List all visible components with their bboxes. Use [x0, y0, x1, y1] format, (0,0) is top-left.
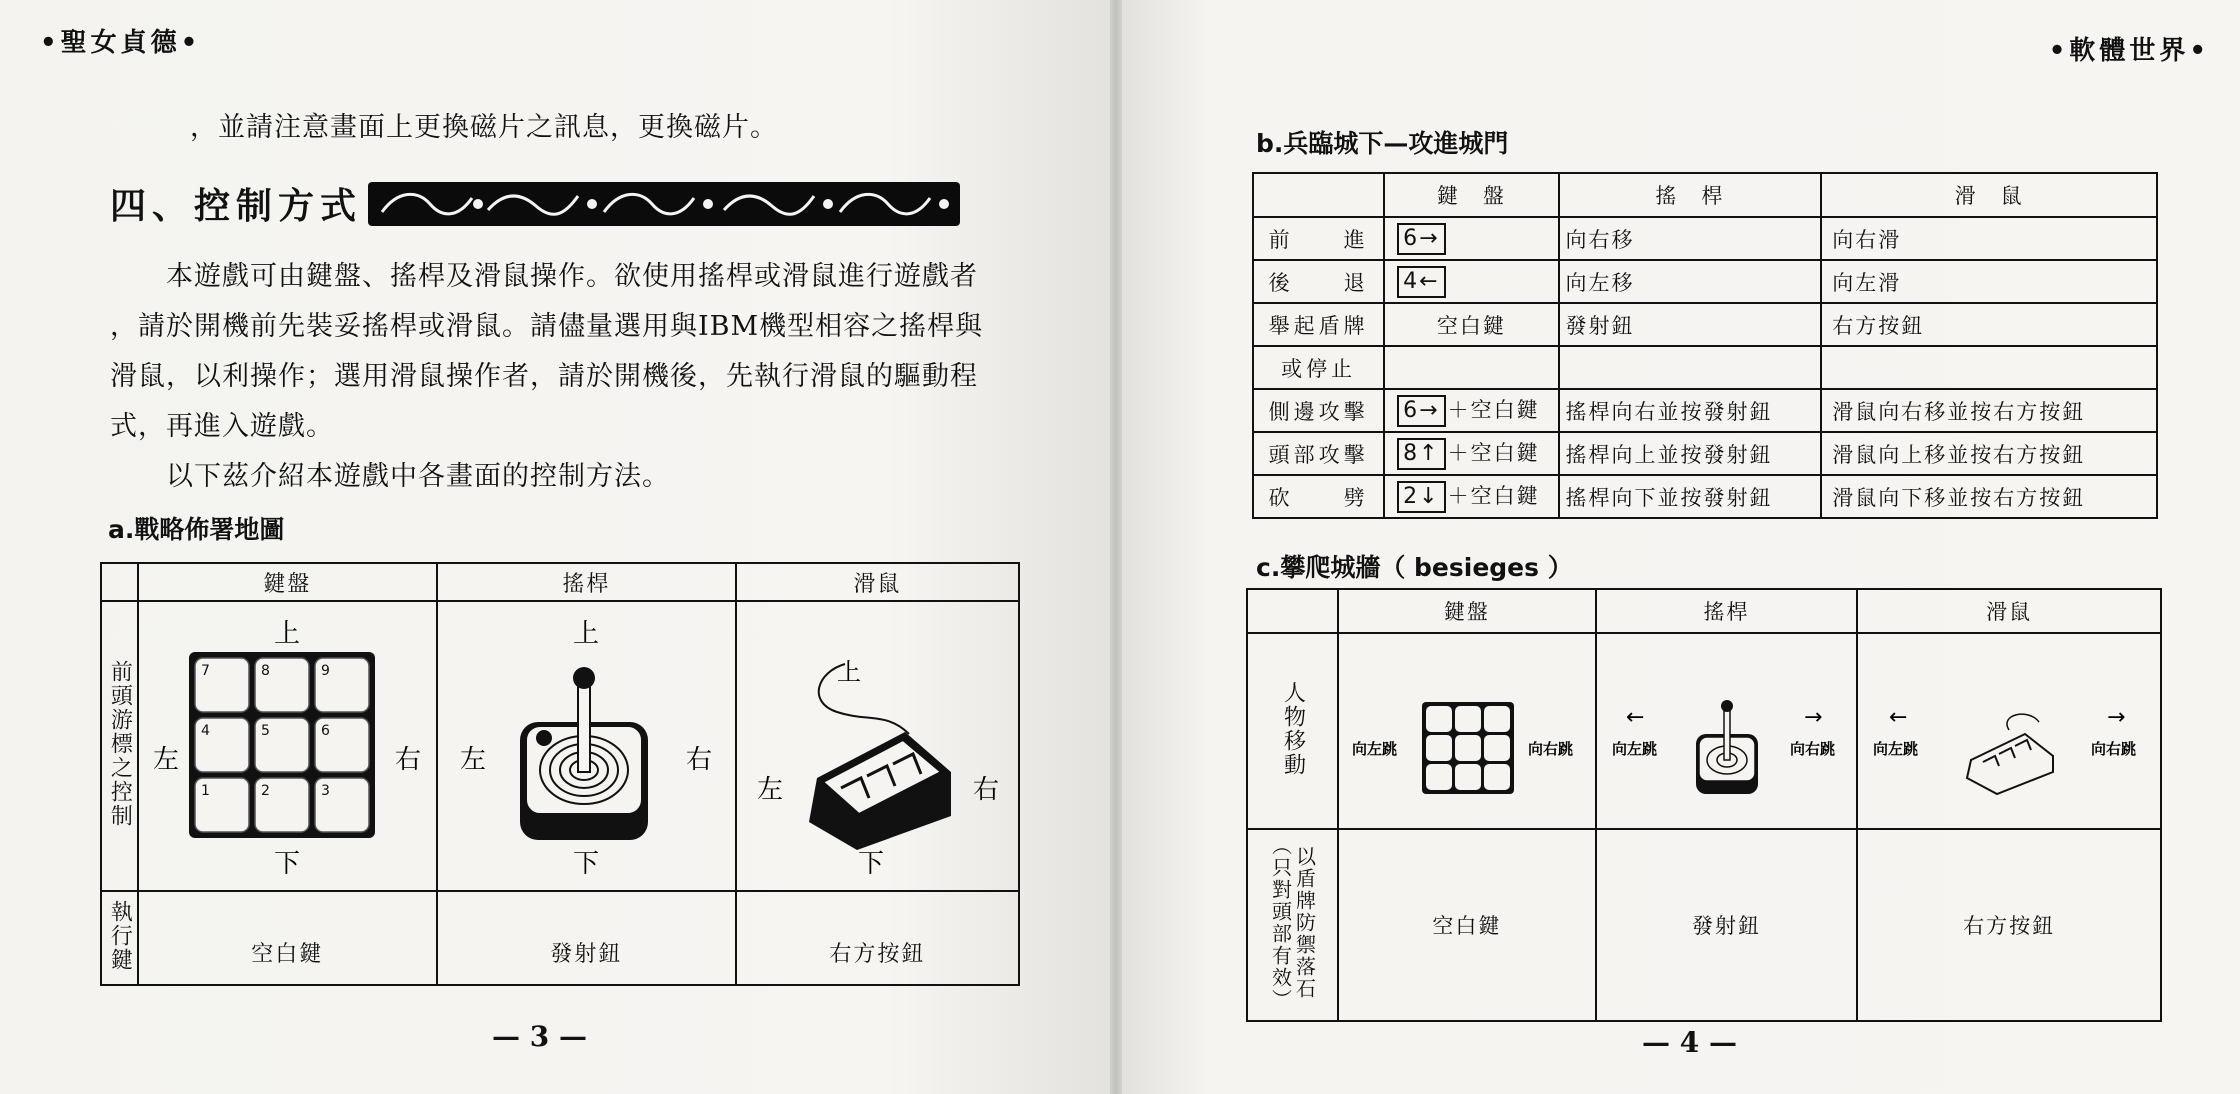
table-b-row: [1253, 260, 2157, 303]
right-page: [1122, 0, 2240, 1094]
shield-defense-label: 以盾牌防禦落石（只對頭部有效）: [1268, 835, 1317, 1011]
keypad-up-label: 上: [274, 619, 301, 649]
key-cap: 8↑: [1397, 438, 1445, 470]
intro-line: ，並請注意畫面上更換磁片之訊息，更換磁片。: [190, 112, 778, 143]
key-suffix: ＋空白鍵: [1447, 398, 1540, 422]
joy-arrow-right: →: [1803, 705, 1822, 730]
table-b-mouse: 滑鼠向右移並按右方按鈕: [1821, 389, 2157, 432]
section-title: 四、控制方式: [110, 185, 363, 227]
paragraph-1-line-3: 滑鼠，以利操作；選用滑鼠操作者，請於開機後，先執行滑鼠的驅動程: [110, 361, 978, 392]
key-6: 6: [321, 723, 331, 739]
key-suffix: ＋空白鍵: [1447, 441, 1540, 465]
key-cap: 4←: [1397, 266, 1445, 298]
table-b-row: [1253, 389, 2157, 432]
table-c-header-joystick: 搖桿: [1596, 589, 1858, 633]
table-a-mouse-cell: [736, 601, 1019, 891]
table-a-corner: [101, 563, 138, 601]
table-b-mouse: 向左滑: [1821, 260, 2157, 303]
table-b-mouse: 向右滑: [1821, 217, 2157, 260]
table-c-header-keyboard: 鍵盤: [1338, 589, 1596, 633]
joy-jump-left: 向左跳: [1611, 740, 1657, 758]
table-b-key: [1384, 475, 1558, 518]
table-b-header-keyboard: 鍵 盤: [1384, 173, 1558, 217]
key-cap: 6→: [1397, 223, 1445, 255]
table-b-action: 側邊攻擊: [1253, 389, 1384, 432]
table-b-joystick: 向右移: [1559, 217, 1822, 260]
joystick-up-label: 上: [573, 619, 600, 649]
joystick-illustration: [438, 602, 734, 886]
execute-key-label: 執行鍵: [107, 900, 133, 972]
table-a-row1-label: [101, 601, 138, 891]
table-b-mouse: 右方按鈕: [1821, 303, 2157, 346]
table-b-joystick: [1559, 346, 1822, 389]
joy-arrow-left: ←: [1625, 705, 1644, 730]
keypad-right-label: 右: [395, 745, 422, 775]
mouse-illustration: [737, 602, 1017, 886]
key-5: 5: [261, 723, 271, 739]
left-page: [0, 0, 1110, 1094]
keypad-down-label: 下: [274, 849, 301, 879]
keypad-illustration: [139, 602, 435, 886]
table-c-keyboard-value: 空白鍵: [1338, 829, 1596, 1021]
table-b-mouse: 滑鼠向下移並按右方按鈕: [1821, 475, 2157, 518]
table-c-mouse-value: 右方按鈕: [1857, 829, 2161, 1021]
key-9: 9: [321, 663, 331, 679]
book-gutter: [1110, 0, 1122, 1094]
right-page-number: — 4 —: [1642, 1026, 1737, 1059]
key-cap: 6→: [1397, 395, 1445, 427]
table-c-joystick-cell: [1596, 633, 1858, 829]
cursor-control-label: 前頭游標之控制: [107, 660, 133, 828]
joystick-down-label: 下: [573, 849, 600, 879]
mouse-up-label: 上: [837, 658, 862, 686]
table-c-corner: [1247, 589, 1338, 633]
key-2: 2: [261, 783, 271, 799]
paragraph-1: [110, 252, 1030, 452]
table-b-action: 或停止: [1253, 346, 1384, 389]
small-mouse-illustration: [1859, 634, 2159, 824]
joystick-left-label: 左: [460, 745, 487, 775]
paragraph-1-line-1: 本遊戲可由鍵盤、搖桿及滑鼠操作。欲使用搖桿或滑鼠進行遊戲者: [166, 261, 978, 292]
table-c: [1246, 588, 2162, 1022]
table-a-joystick-cell: [437, 601, 736, 891]
small-joystick-illustration: [1598, 634, 1856, 824]
subsection-b-title: b.兵臨城下—攻進城門: [1256, 129, 1509, 158]
mouse-right-label: 右: [973, 775, 1000, 805]
kbd-jump-left: 向左跳: [1351, 740, 1397, 758]
table-c-row1-label: [1247, 633, 1338, 829]
table-a-row2-label: [101, 891, 138, 985]
table-b-action: 砍 劈: [1253, 475, 1384, 518]
table-b-row: [1253, 303, 2157, 346]
mouse-arrow-left: ←: [1889, 705, 1908, 730]
keypad-left-label: 左: [153, 745, 180, 775]
table-c-mouse-cell: [1857, 633, 2161, 829]
table-b-action: 頭部攻擊: [1253, 432, 1384, 475]
table-b-action: 後 退: [1253, 260, 1384, 303]
left-page-header: •聖女貞德•: [40, 28, 202, 58]
table-b-row: [1253, 475, 2157, 518]
table-b-key: [1384, 217, 1558, 260]
key-7: 7: [201, 663, 211, 679]
table-a-keyboard-exec: 空白鍵: [138, 891, 437, 985]
subsection-a-title: a.戰略佈署地圖: [108, 515, 285, 544]
table-a-mouse-exec: 右方按鈕: [736, 891, 1019, 985]
key-1: 1: [201, 783, 211, 799]
paragraph-2: 以下茲介紹本遊戲中各畫面的控制方法。: [166, 461, 670, 492]
table-b-body: [1253, 217, 2157, 518]
mouse-left-label: 左: [757, 775, 784, 805]
table-b-row: [1253, 346, 2157, 389]
table-b-key: [1384, 303, 1558, 346]
key-4: 4: [201, 723, 211, 739]
joy-jump-right: 向右跳: [1789, 740, 1835, 758]
table-b-header-joystick: 搖 桿: [1559, 173, 1822, 217]
table-a-header-mouse: 滑鼠: [736, 563, 1019, 601]
table-b-mouse: [1821, 346, 2157, 389]
table-b-key: [1384, 346, 1558, 389]
table-a-joystick-exec: 發射鈕: [437, 891, 736, 985]
table-b-joystick: 向左移: [1559, 260, 1822, 303]
joystick-right-label: 右: [686, 745, 713, 775]
table-b-key: [1384, 432, 1558, 475]
table-b-action: 舉起盾牌: [1253, 303, 1384, 346]
mouse-arrow-right: →: [2107, 705, 2126, 730]
mouse-down-label: 下: [858, 849, 885, 879]
paragraph-1-line-4: 式，再進入遊戲。: [110, 411, 334, 442]
table-b-joystick: 搖桿向上並按發射鈕: [1559, 432, 1822, 475]
key-suffix: ＋空白鍵: [1447, 484, 1540, 508]
table-b-action: 前 進: [1253, 217, 1384, 260]
key-8: 8: [261, 663, 271, 679]
ornament-banner: [368, 182, 960, 226]
right-page-header: •軟體世界•: [2048, 36, 2210, 66]
table-b-row: [1253, 217, 2157, 260]
key-3: 3: [321, 783, 331, 799]
table-c-row2-label: [1247, 829, 1338, 1021]
kbd-jump-right: 向右跳: [1527, 740, 1573, 758]
table-b-row: [1253, 432, 2157, 475]
small-keypad-illustration: [1340, 634, 1594, 824]
key-cap: 2↓: [1397, 481, 1445, 513]
character-move-label: 人物移動: [1280, 681, 1306, 777]
table-c-keyboard-cell: [1338, 633, 1596, 829]
key-suffix: 空白鍵: [1436, 313, 1506, 338]
table-a: [100, 562, 1020, 986]
mouse-jump-right: 向右跳: [2091, 740, 2137, 758]
table-b-corner: [1253, 173, 1384, 217]
subsection-c-title: c.攀爬城牆（ besieges ）: [1256, 553, 1573, 582]
left-page-number: — 3 —: [492, 1020, 587, 1053]
table-b-joystick: 搖桿向下並按發射鈕: [1559, 475, 1822, 518]
table-a-header-keyboard: 鍵盤: [138, 563, 437, 601]
table-b-mouse: 滑鼠向上移並按右方按鈕: [1821, 432, 2157, 475]
table-c-header-mouse: 滑鼠: [1857, 589, 2161, 633]
table-b-header-mouse: 滑 鼠: [1821, 173, 2157, 217]
table-a-header-joystick: 搖桿: [437, 563, 736, 601]
table-b-key: [1384, 260, 1558, 303]
table-c-joystick-value: 發射鈕: [1596, 829, 1858, 1021]
table-a-keyboard-cell: [138, 601, 437, 891]
table-b-joystick: 搖桿向右並按發射鈕: [1559, 389, 1822, 432]
table-b-key: [1384, 389, 1558, 432]
table-b-joystick: 發射鈕: [1559, 303, 1822, 346]
mouse-jump-left: 向左跳: [1873, 740, 1919, 758]
table-b: [1252, 172, 2158, 519]
paragraph-1-line-2: ，請於開機前先裝妥搖桿或滑鼠。請儘量選用與IBM機型相容之搖桿與: [110, 311, 984, 342]
